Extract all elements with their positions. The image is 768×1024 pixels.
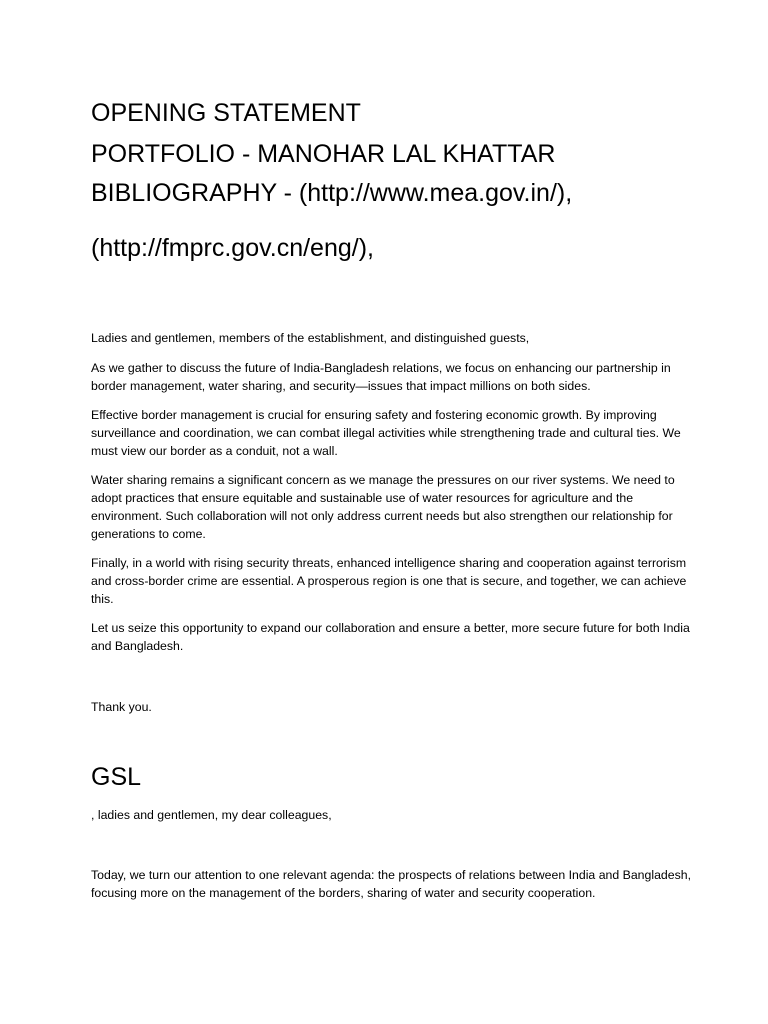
gsl-salutation: , ladies and gentlemen, my dear colleagues, [91, 808, 332, 822]
heading-portfolio: PORTFOLIO - MANOHAR LAL KHATTAR [91, 140, 556, 168]
statement-salutation: Ladies and gentlemen, members of the establishment, and distinguished guests, [91, 331, 530, 345]
heading-bibliography: BIBLIOGRAPHY - (http://www.mea.gov.in/), [91, 179, 573, 207]
gsl-paragraph: Today, we turn our attention to one relevant agenda: the prospects of relations between India and Bangladesh, focusing more on the management of the borders, sharing of water and security cooperation. [91, 868, 691, 900]
heading-opening-statement: OPENING STATEMENT [91, 99, 361, 127]
bibliography-link: (http://fmprc.gov.cn/eng/), [91, 234, 374, 262]
statement-paragraph-5: Let us seize this opportunity to expand our collaboration and ensure a better, more secure future for both India and Bangladesh. [91, 621, 690, 653]
statement-closing: Thank you. [91, 700, 152, 714]
statement-paragraph-1: As we gather to discuss the future of India-Bangladesh relations, we focus on enhancing our partnership in border management, water sharing, and security—issues that impact millions on both sides. [91, 361, 671, 393]
statement-paragraph-4: Finally, in a world with rising security threats, enhanced intelligence sharing and cooperation against terrorism and cross-border crime are essential. A prosperous region is one that is secure, and together, we can achieve this. [91, 556, 687, 606]
statement-paragraph-2: Effective border management is crucial for ensuring safety and fostering economic growth. By improving surveillance and coordination, we can combat illegal activities while strengthening trade and cultural ties. We must view our border as a conduit, not a wall. [91, 408, 681, 458]
gsl-heading: GSL [91, 763, 142, 791]
statement-paragraph-3: Water sharing remains a significant concern as we manage the pressures on our river systems. We need to adopt practices that ensure equitable and sustainable use of water resources for agriculture and the environment. Such collaboration will not only address current needs but also strengthen our relationship for generations to come. [91, 473, 675, 541]
